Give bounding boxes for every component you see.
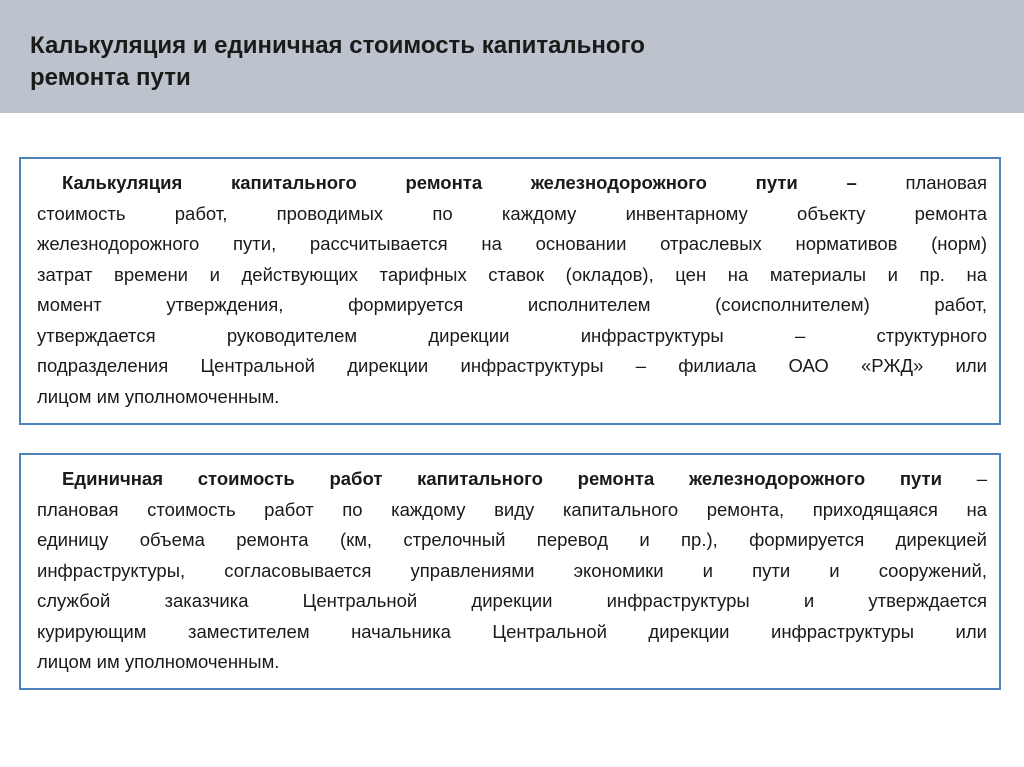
text-line: момент утверждения, формируется исполнителем (соисполнителем) работ, xyxy=(37,294,987,315)
text-line: затрат времени и действующих тарифных ставок (окладов), цен на материалы и пр. на xyxy=(37,263,987,285)
text-line: подразделения Центральной дирекции инфраструктуры – филиала ОАО «РЖД» или xyxy=(37,355,987,376)
text-line: курирующим заместителем начальника Центральной дирекции инфраструктуры или xyxy=(37,620,987,642)
text-line: лицом им уполномоченным. xyxy=(37,385,280,407)
text-fragment: плановая xyxy=(856,172,987,193)
calculation-definition-box xyxy=(19,157,1001,425)
text-line: стоимость работ, проводимых по каждому инвентарному объекту ремонта xyxy=(37,202,987,224)
text-line: единицу объема ремонта (км, стрелочный перевод и пр.), формируется дирекцией xyxy=(37,529,987,550)
title-line: Калькуляция и единичная стоимость капитального xyxy=(30,32,645,59)
text-line: железнодорожного пути, рассчитывается на основании отраслевых нормативов (норм) xyxy=(37,233,987,254)
text-line xyxy=(37,168,987,199)
text-line: инфраструктуры, согласовывается управлениями экономики и пути и сооружений, xyxy=(37,559,987,581)
slide-title xyxy=(30,30,645,94)
text-line: плановая стоимость работ по каждому виду капитального ремонта, приходящаяся на xyxy=(37,498,987,520)
text-fragment: – xyxy=(941,468,987,489)
title-line: ремонта пути xyxy=(30,64,191,91)
text-line: службой заказчика Центральной дирекции инфраструктуры и утверждается xyxy=(37,590,987,611)
text-line: лицом им уполномоченным. xyxy=(37,651,280,672)
term-calculation: Калькуляция капитального ремонта железнодорожного пути – xyxy=(62,172,857,193)
term-unit-cost: Единичная стоимость работ капитального ремонта железнодорожного пути xyxy=(62,468,942,489)
unit-cost-definition-box xyxy=(19,453,1001,690)
slide-header xyxy=(0,0,1024,113)
text-line: утверждается руководителем дирекции инфраструктуры – структурного xyxy=(37,324,987,346)
text-line xyxy=(37,464,987,495)
